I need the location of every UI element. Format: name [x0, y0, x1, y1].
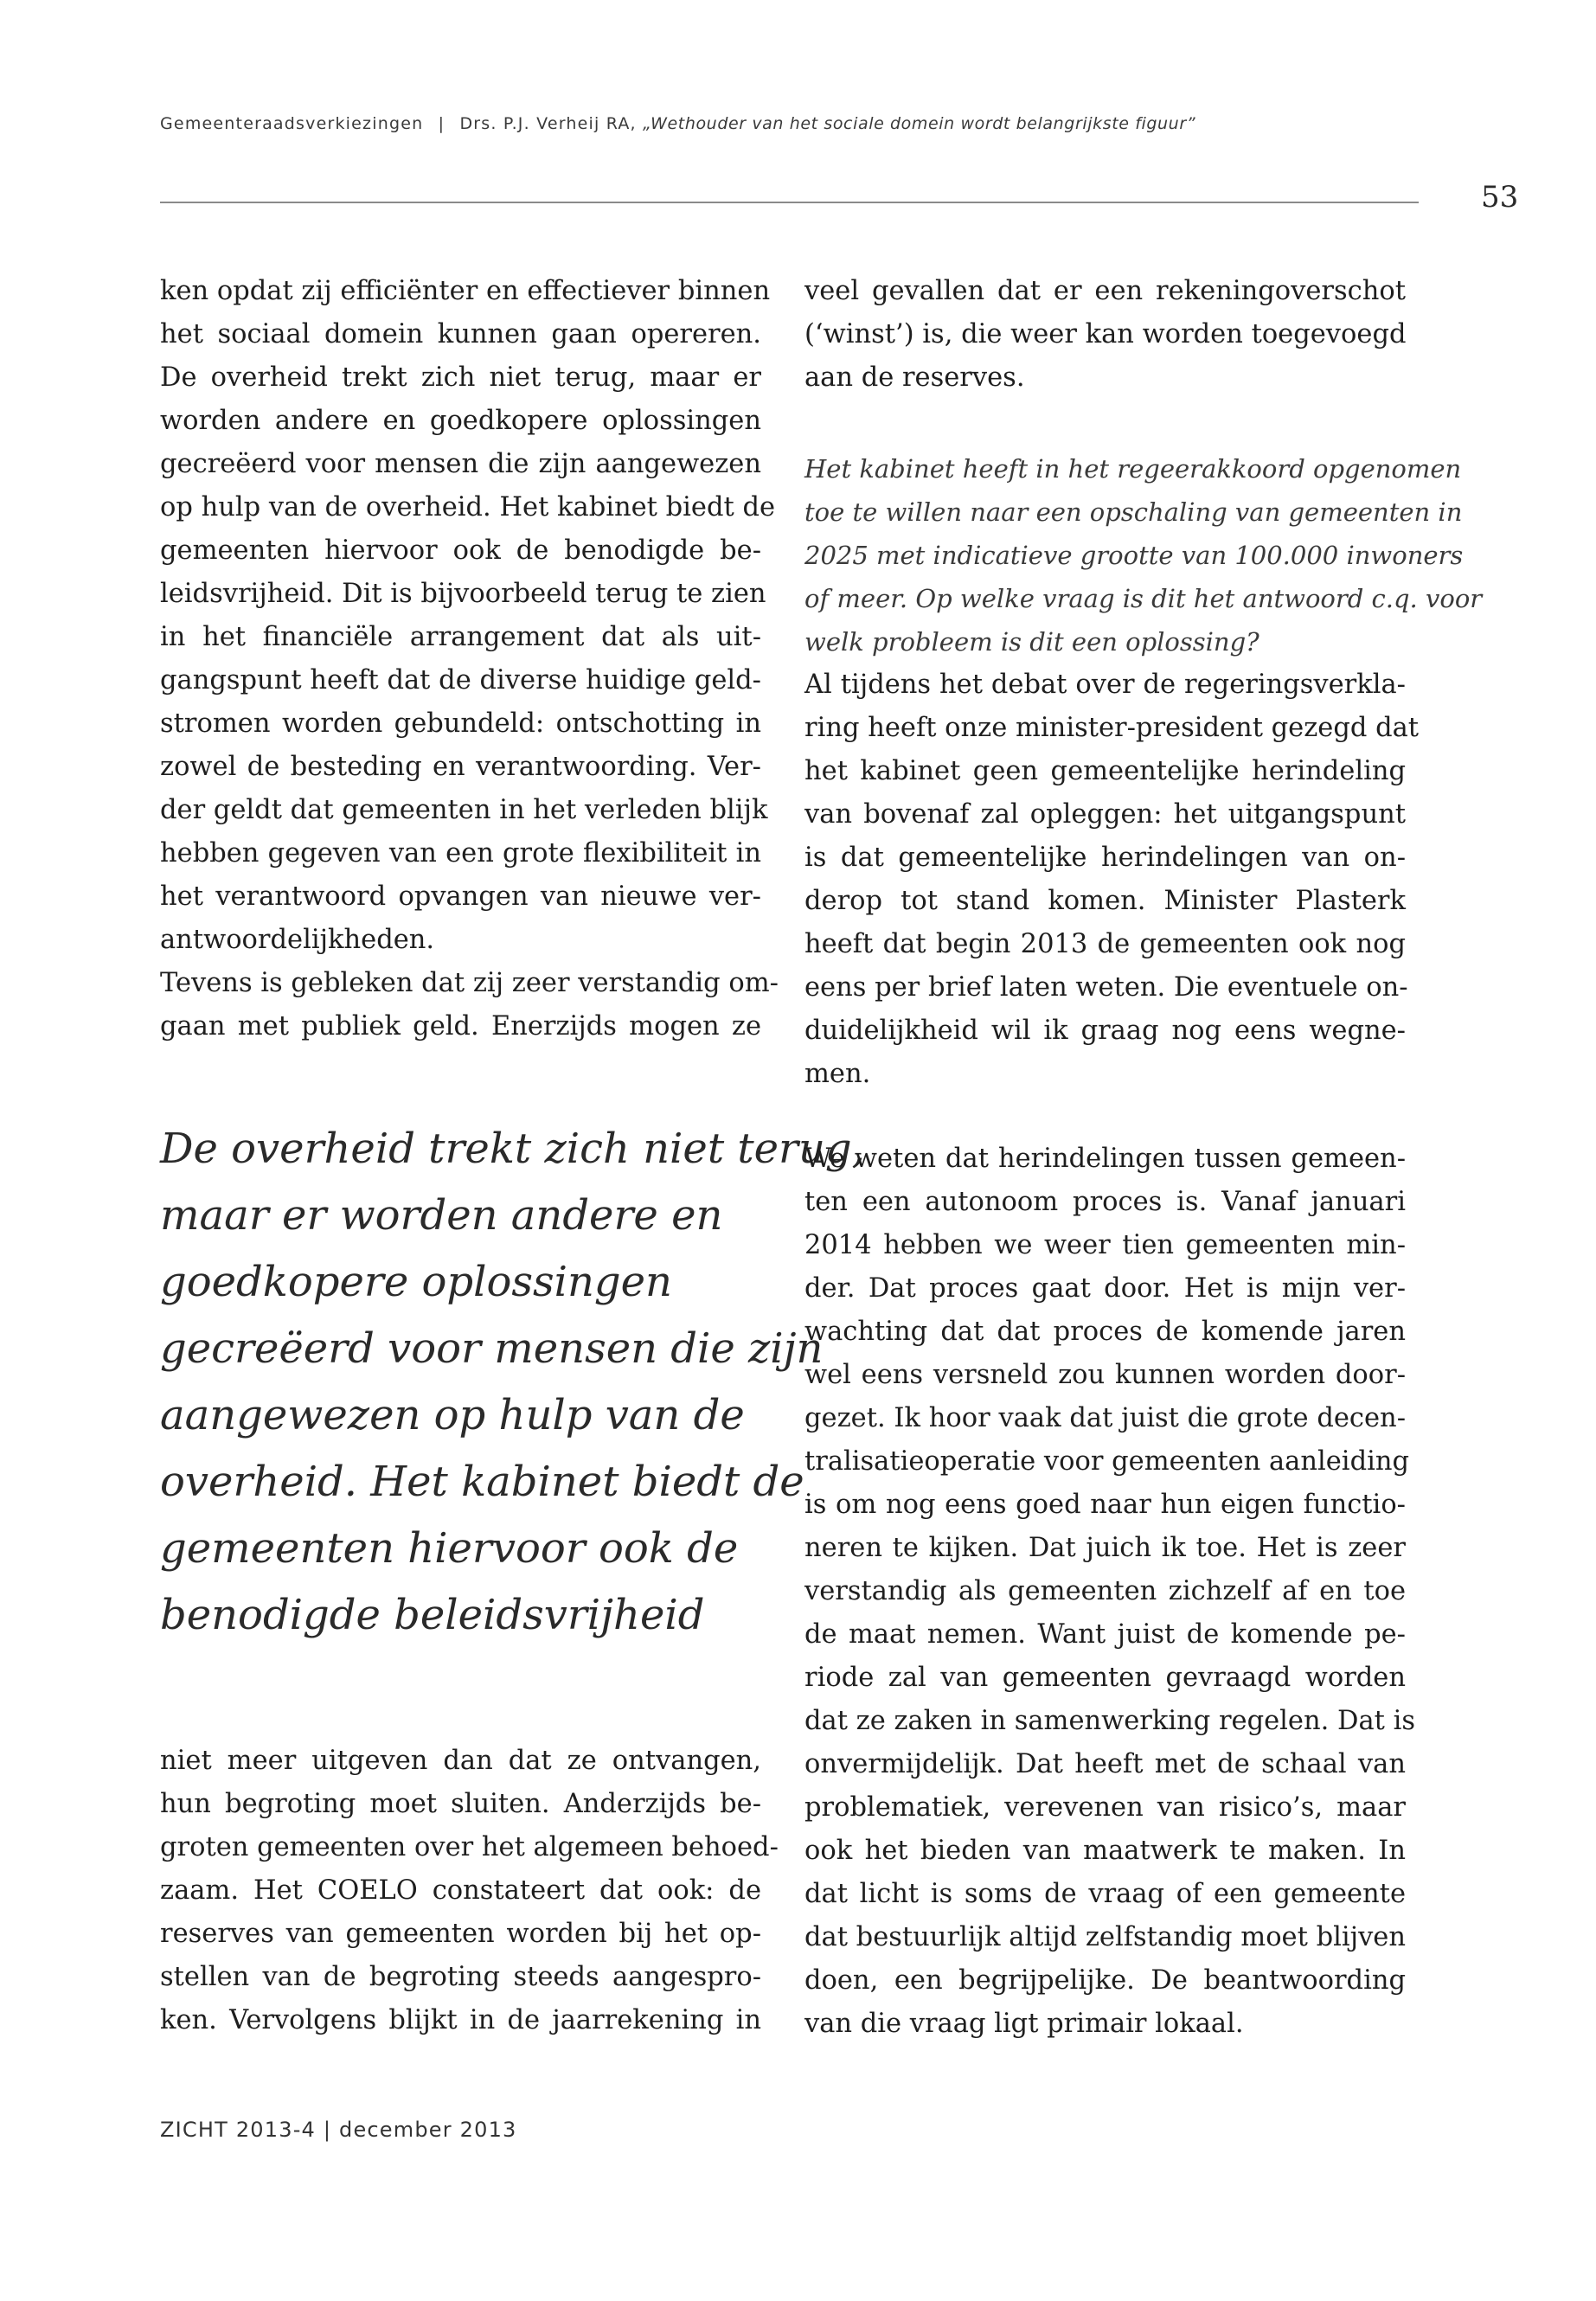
body-line: stromen worden gebundeld: ontschotting in	[160, 708, 761, 739]
body-line: van bovenaf zal opleggen: het uitgangspunt	[804, 799, 1406, 830]
body-line: zaam. Het COELO constateert dat ook: de	[160, 1875, 761, 1906]
body-line: tralisatieoperatie voor gemeenten aanleiding	[804, 1446, 1410, 1477]
body-line: neren te kijken. Dat juich ik toe. Het is zeer	[804, 1533, 1406, 1563]
left-column-text-top	[160, 270, 779, 1048]
body-line: der. Dat proces gaat door. Het is mijn ver-	[804, 1273, 1406, 1304]
pull-quote-line: goedkopere oplossingen	[160, 1258, 672, 1306]
footer-date: december 2013	[339, 2118, 517, 2142]
body-line: is dat gemeentelijke herindelingen van on-	[804, 843, 1406, 873]
body-line: riode zal van gemeenten gevraagd worden	[804, 1663, 1406, 1693]
body-line: Tevens is gebleken dat zij zeer verstandig om-	[160, 968, 779, 998]
body-line: wel eens versneld zou kunnen worden door-	[804, 1360, 1406, 1390]
pull-quote-line: aangewezen op hulp van de	[160, 1391, 745, 1439]
page-footer	[160, 2118, 517, 2142]
body-line: dat licht is soms de vraag of een gemeente	[804, 1879, 1406, 1909]
body-line: stellen van de begroting steeds aangespro-	[160, 1962, 761, 1992]
body-line: ken opdat zij efficiënter en effectiever binnen	[160, 276, 771, 306]
body-line: gezet. Ik hoor vaak dat juist die grote decen-	[804, 1403, 1406, 1433]
body-line: zowel de besteding en verantwoording. Ver-	[160, 752, 761, 782]
header-author: Drs. P.J. Verheij RA,	[459, 114, 637, 133]
body-line: de maat nemen. Want juist de komende pe-	[804, 1619, 1406, 1650]
body-line: aan de reserves.	[804, 362, 1025, 393]
body-line: ten een autonoom proces is. Vanaf januari	[804, 1187, 1406, 1217]
body-line: onvermijdelijk. Dat heeft met de schaal van	[804, 1749, 1406, 1779]
pull-quote-line: De overheid trekt zich niet terug,	[160, 1125, 865, 1173]
header-article-title: „Wethouder van het sociale domein wordt belangrijkste figuur”	[643, 114, 1196, 133]
body-line: der geldt dat gemeenten in het verleden blijk	[160, 795, 768, 825]
footer-issue: ZICHT 2013-4	[160, 2118, 317, 2142]
header-separator: |	[438, 114, 445, 133]
body-line: het kabinet geen gemeentelijke herindeling	[804, 756, 1406, 786]
pull-quote-line: gemeenten hiervoor ook de	[160, 1524, 739, 1573]
right-column-answer	[804, 663, 1420, 1096]
body-line: dat bestuurlijk altijd zelfstandig moet blijven	[804, 1922, 1406, 1952]
body-line: heeft dat begin 2013 de gemeenten ook nog	[804, 929, 1406, 959]
question-line: welk probleem is dit een oplossing?	[804, 627, 1259, 657]
body-line: doen, een begrijpelijke. De beantwoording	[804, 1965, 1406, 1996]
interview-question	[804, 447, 1483, 663]
pull-quote-line: gecreëerd voor mensen die zijn	[160, 1324, 824, 1373]
body-line: groten gemeenten over het algemeen behoed-	[160, 1832, 779, 1862]
header-section: Gemeenteraadsverkiezingen	[160, 114, 424, 133]
running-header	[160, 114, 1414, 133]
pull-quote-line: benodigde beleidsvrijheid	[160, 1591, 705, 1639]
body-line: men.	[804, 1059, 871, 1089]
body-line: het verantwoord opvangen van nieuwe ver-	[160, 881, 761, 912]
body-line: derop tot stand komen. Minister Plasterk	[804, 886, 1406, 916]
pull-quote-line: maar er worden andere en	[160, 1191, 723, 1240]
question-line: 2025 met indicatieve grootte van 100.000 inwoners	[804, 541, 1464, 570]
question-line: toe te willen naar een opschaling van gemeenten in	[804, 497, 1463, 527]
pull-quote	[160, 1116, 865, 1649]
body-line: het sociaal domein kunnen gaan opereren.	[160, 319, 761, 349]
body-line: ring heeft onze minister-president gezegd dat	[804, 713, 1420, 743]
body-line: ook het bieden van maatwerk te maken. In	[804, 1836, 1406, 1866]
body-line: worden andere en goedkopere oplossingen	[160, 406, 761, 436]
body-line: gaan met publiek geld. Enerzijds mogen ze	[160, 1011, 761, 1042]
right-column-text-top	[804, 270, 1406, 400]
body-line: dat ze zaken in samenwerking regelen. Dat is	[804, 1706, 1416, 1736]
body-line: op hulp van de overheid. Het kabinet biedt de	[160, 492, 776, 522]
footer-separator: |	[323, 2118, 332, 2142]
page-number: 53	[1481, 180, 1519, 215]
header-rule	[160, 202, 1419, 203]
body-line: is om nog eens goed naar hun eigen functio-	[804, 1490, 1406, 1520]
right-column-text-bottom	[804, 1138, 1416, 2046]
body-line: gemeenten hiervoor ook de benodigde be-	[160, 535, 761, 566]
body-line: van die vraag ligt primair lokaal.	[804, 2009, 1244, 2039]
body-line: gangspunt heeft dat de diverse huidige geld-	[160, 665, 761, 695]
body-line: veel gevallen dat er een rekeningoverschot	[804, 276, 1406, 306]
body-line: We weten dat herindelingen tussen gemeen-	[804, 1144, 1406, 1174]
body-line: 2014 hebben we weer tien gemeenten min-	[804, 1230, 1406, 1260]
body-line: niet meer uitgeven dan dat ze ontvangen,	[160, 1746, 761, 1776]
body-line: hebben gegeven van een grote flexibiliteit in	[160, 838, 761, 868]
question-line: Het kabinet heeft in het regeerakkoord opgenomen	[804, 454, 1462, 484]
body-line: hun begroting moet sluiten. Anderzijds be-	[160, 1789, 761, 1819]
body-line: gecreëerd voor mensen die zijn aangewezen	[160, 449, 761, 479]
body-line: problematiek, verevenen van risico’s, maar	[804, 1792, 1406, 1823]
body-line: eens per brief laten weten. Die eventuele on-	[804, 972, 1408, 1003]
body-line: (‘winst’) is, die weer kan worden toegevoegd	[804, 319, 1407, 349]
body-line: duidelijkheid wil ik graag nog eens wegne-	[804, 1016, 1406, 1046]
question-line: of meer. Op welke vraag is dit het antwoord c.q. voor	[804, 584, 1483, 613]
body-line: leidsvrijheid. Dit is bijvoorbeeld terug te zien	[160, 579, 766, 609]
body-line: De overheid trekt zich niet terug, maar er	[160, 362, 761, 393]
left-column-text-bottom	[160, 1740, 779, 2042]
pull-quote-line: overheid. Het kabinet biedt de	[160, 1458, 804, 1506]
body-line: antwoordelijkheden.	[160, 925, 435, 955]
body-line: Al tijdens het debat over de regeringsverkla-	[804, 670, 1406, 700]
body-line: verstandig als gemeenten zichzelf af en toe	[804, 1576, 1406, 1606]
body-line: wachting dat dat proces de komende jaren	[804, 1317, 1406, 1347]
body-line: reserves van gemeenten worden bij het op-	[160, 1919, 761, 1949]
body-line: in het financiële arrangement dat als uit-	[160, 622, 761, 652]
body-line: ken. Vervolgens blijkt in de jaarrekening in	[160, 2005, 761, 2035]
